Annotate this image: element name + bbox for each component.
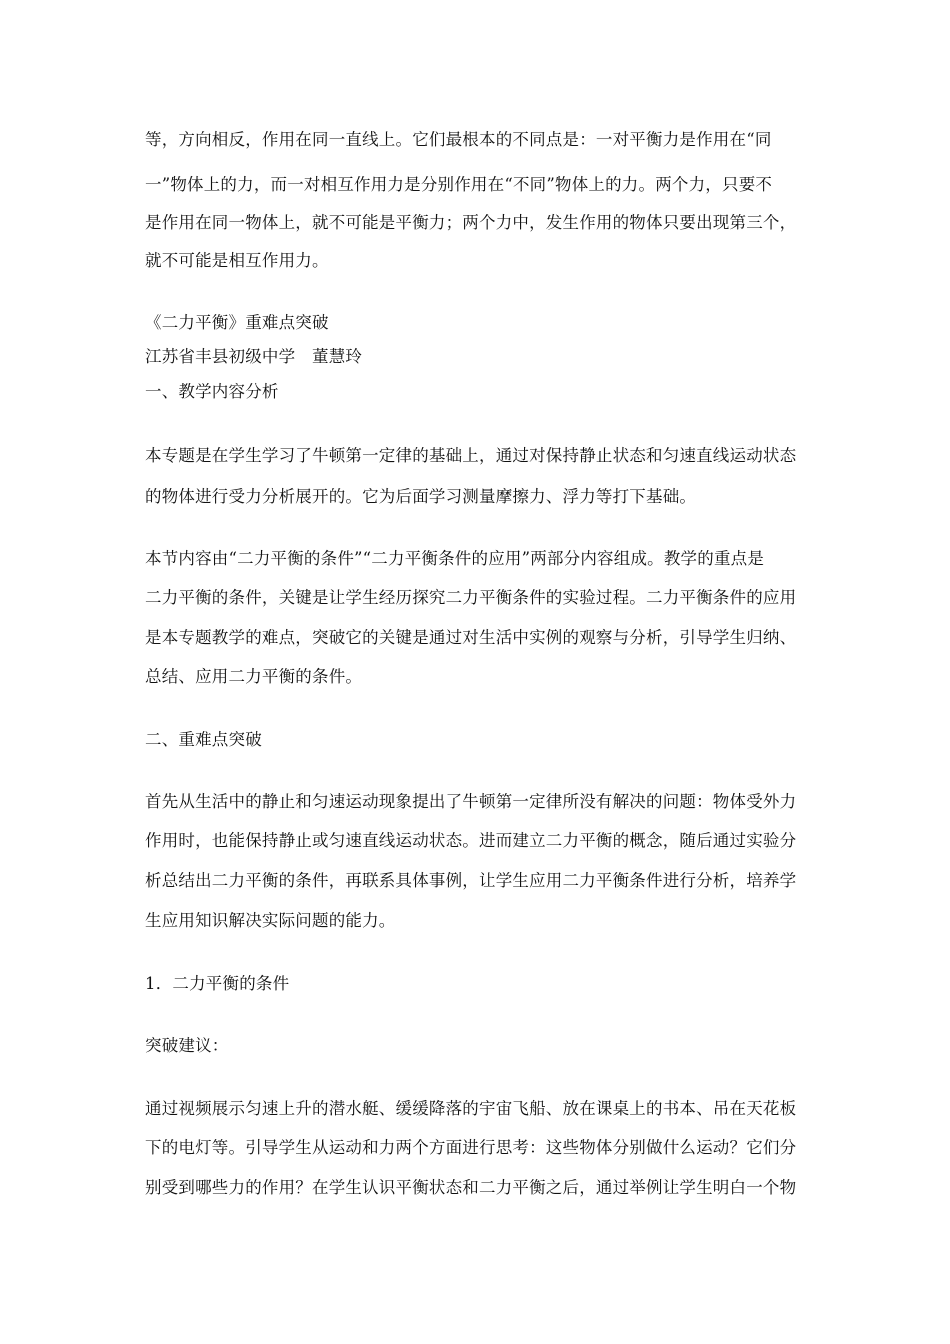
suggestion-label: 突破建议：	[145, 1036, 229, 1055]
paragraph-line: 本专题是在学生学习了牛顿第一定律的基础上，通过对保持静止状态和匀速直线运动状态	[145, 446, 797, 465]
paragraph-line: 首先从生活中的静止和匀速运动现象提出了牛顿第一定律所没有解决的问题：物体受外力	[145, 792, 797, 811]
subsection-heading: 1．二力平衡的条件	[145, 974, 290, 993]
paragraph-line: 的物体进行受力分析展开的。它为后面学习测量摩擦力、浮力等打下基础。	[145, 487, 697, 506]
paragraph-line: 总结、应用二力平衡的条件。	[145, 667, 363, 686]
paragraph-line: 就不可能是相互作用力。	[145, 251, 329, 270]
paragraph-line: 别受到哪些力的作用？在学生认识平衡状态和二力平衡之后，通过举例让学生明白一个物	[145, 1178, 797, 1197]
paragraph-line: 作用时，也能保持静止或匀速直线运动状态。进而建立二力平衡的概念，随后通过实验分	[145, 831, 797, 850]
paragraph-line: 二力平衡的条件，关键是让学生经历探究二力平衡条件的实验过程。二力平衡条件的应用	[145, 588, 797, 607]
paragraph-line: 下的电灯等。引导学生从运动和力两个方面进行思考：这些物体分别做什么运动？它们分	[145, 1138, 797, 1157]
paragraph-line: 生应用知识解决实际问题的能力。	[145, 911, 396, 930]
paragraph-line: 是本专题教学的难点，突破它的关键是通过对生活中实例的观察与分析，引导学生归纳、	[145, 628, 797, 647]
paragraph-line: 析总结出二力平衡的条件，再联系具体事例，让学生应用二力平衡条件进行分析，培养学	[145, 871, 797, 890]
paragraph-line: 一”物体上的力，而一对相互作用力是分别作用在“不同”物体上的力。两个力，只要不	[145, 175, 773, 194]
document-title: 《二力平衡》重难点突破	[145, 313, 329, 332]
paragraph-line: 等，方向相反，作用在同一直线上。它们最根本的不同点是：一对平衡力是作用在“同	[145, 130, 772, 149]
paragraph-line: 本节内容由“二力平衡的条件”“二力平衡条件的应用”两部分内容组成。教学的重点是	[145, 549, 765, 568]
paragraph-line: 通过视频展示匀速上升的潜水艇、缓缓降落的宇宙飞船、放在课桌上的书本、吊在天花板	[145, 1099, 797, 1118]
section-heading: 二、重难点突破	[145, 730, 262, 749]
paragraph-line: 是作用在同一物体上，就不可能是平衡力；两个力中，发生作用的物体只要出现第三个，	[145, 213, 797, 232]
document-author: 江苏省丰县初级中学 董慧玲	[145, 347, 363, 366]
section-heading: 一、教学内容分析	[145, 382, 279, 401]
